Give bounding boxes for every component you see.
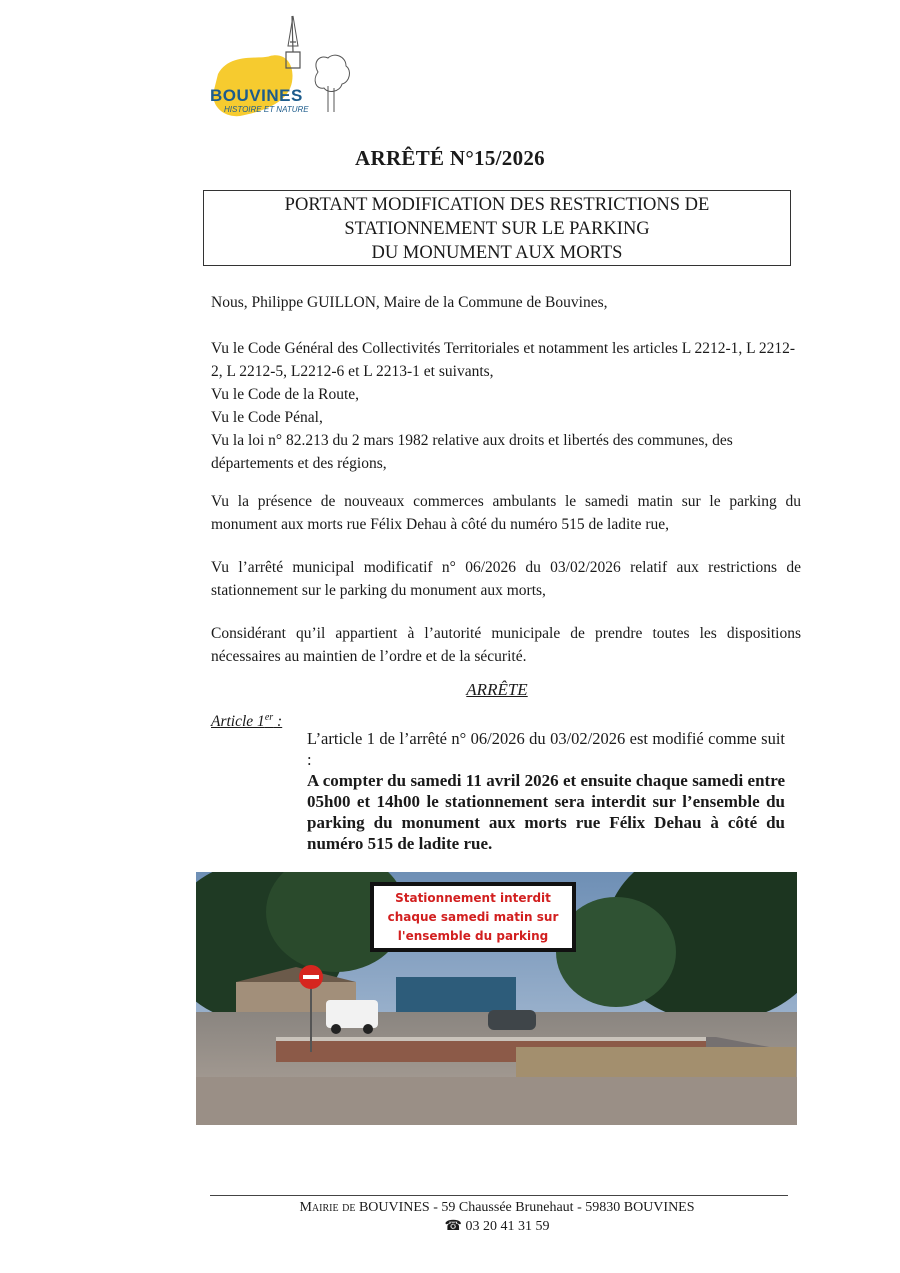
logo-name: BOUVINES (210, 86, 303, 105)
vu-code-penal: Vu le Code Pénal, (211, 409, 323, 426)
vu-commerces: Vu la présence de nouveaux commerces ambulants le samedi matin sur le parking du monument aux morts rue Félix Dehau à côté du numéro 515 de ladite rue, (211, 493, 801, 533)
parking-photo (196, 872, 797, 1125)
bouvines-logo (200, 12, 360, 132)
subject-box (203, 190, 791, 266)
sign-line-3: l'ensemble du parking (397, 929, 549, 943)
vu-block (211, 337, 801, 475)
subject-line-3: DU MONUMENT AUX MORTS (371, 243, 623, 263)
article-label-sup: er (264, 712, 274, 723)
article-label-suffix: : (273, 713, 283, 731)
footer-phone (0, 1218, 900, 1235)
phone-icon: ☎ (444, 1219, 462, 1234)
footer-mairie: Mairie de (299, 1200, 356, 1215)
footer-address (0, 1200, 900, 1216)
arrete-heading: ARRÊTE (466, 680, 528, 699)
vu-arrete-modificatif: Vu l’arrêté municipal modificatif n° 06/2026 du 03/02/2026 relatif aux restrictions de stationnement sur le parking du monument aux morts, (211, 559, 801, 599)
parking-notice-sign (370, 882, 576, 952)
subject-line-2: STATIONNEMENT SUR LE PARKING (344, 219, 650, 239)
intro-paragraph: Nous, Philippe GUILLON, Maire de la Commune de Bouvines, (211, 294, 608, 311)
document-title: ARRÊTÉ N°15/2026 (355, 146, 545, 170)
vu-cgct: Vu le Code Général des Collectivités Territoriales et notamment les articles L 2212-1, L 2212-2, L 2212-5, L2212-6 et L 2213-1 et suivants, (211, 340, 796, 380)
considerant-paragraph: Considérant qu’il appartient à l’autorité municipale de prendre toutes les dispositions nécessaires au maintien de l’ordre et de la sécurité. (211, 625, 801, 665)
sign-line-2: chaque samedi matin sur (387, 910, 559, 924)
footer-address-text: BOUVINES - 59 Chaussée Brunehaut - 59830 BOUVINES (358, 1200, 695, 1215)
footer-divider (210, 1195, 788, 1196)
article-text: L’article 1 de l’arrêté n° 06/2026 du 03/02/2026 est modifié comme suit : (307, 729, 785, 769)
logo-tagline: HISTOIRE ET NATURE (224, 105, 309, 114)
article-label (211, 712, 282, 731)
article-label-text: Article 1 (211, 713, 265, 731)
sign-line-1: Stationnement interdit (395, 891, 551, 905)
subject-line-1: PORTANT MODIFICATION DES RESTRICTIONS DE (284, 195, 710, 215)
vu-loi: Vu la loi n° 82.213 du 2 mars 1982 relative aux droits et libertés des communes, des départements et des régions, (211, 432, 733, 472)
article-body (307, 728, 785, 854)
footer-phone-number: 03 20 41 31 59 (465, 1219, 550, 1234)
article-bold-text: A compter du samedi 11 avril 2026 et ensuite chaque samedi entre 05h00 et 14h00 le stationnement sera interdit sur l’ensemble du parking du monument aux morts rue Félix Dehau à côté du numéro 515 de ladite rue. (307, 771, 785, 853)
vu-code-route: Vu le Code de la Route, (211, 386, 360, 403)
